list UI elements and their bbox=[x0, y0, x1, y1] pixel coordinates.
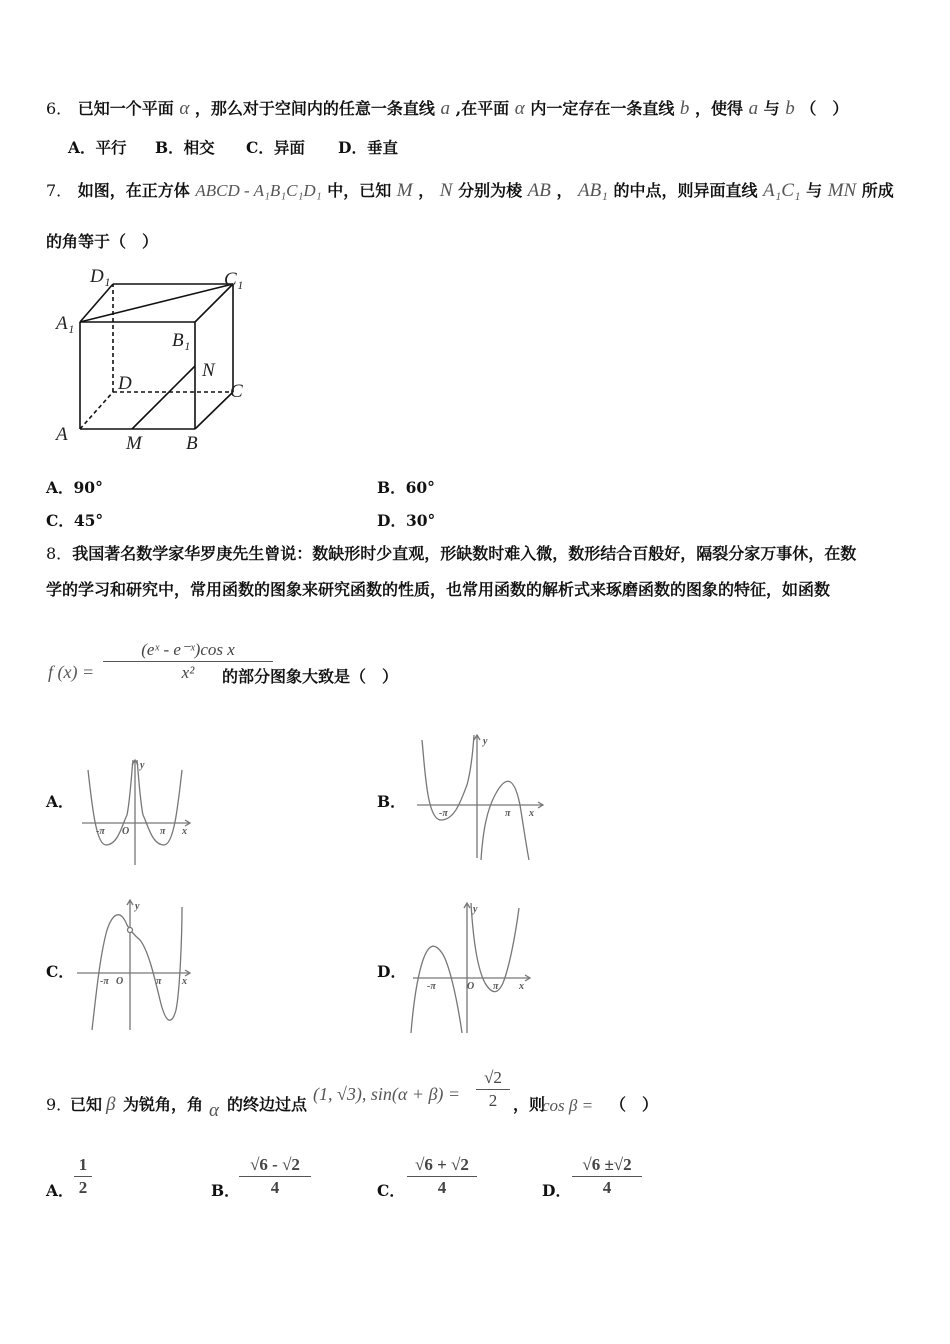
q6-option-d[interactable]: D．垂直 bbox=[338, 138, 398, 157]
q7-text-3: ， bbox=[418, 181, 435, 200]
q6-option-a[interactable]: A．平行 bbox=[68, 138, 127, 157]
q9-option-d-numerator: √6 ±√2 bbox=[582, 1155, 632, 1174]
q9-option-c-numerator: √6 + √2 bbox=[415, 1155, 469, 1174]
label-a1: A₁ bbox=[56, 313, 75, 334]
q9-sin-numerator: √2 bbox=[484, 1068, 502, 1087]
label-c: C bbox=[230, 381, 243, 402]
q7-text-6: 的中点，则异面直线 bbox=[613, 181, 758, 200]
q6-text-7: （ ） bbox=[800, 99, 849, 118]
q9-option-c-denominator: 4 bbox=[437, 1178, 447, 1197]
q9-text-1: 已知 bbox=[70, 1095, 103, 1114]
q9-option-c-fraction bbox=[407, 1155, 477, 1198]
q6-text-6: 与 bbox=[763, 99, 780, 118]
label-pi: π bbox=[156, 976, 162, 987]
q9-number: 9． bbox=[46, 1095, 73, 1114]
q9-sin-fraction bbox=[476, 1068, 510, 1111]
q9-option-b-label: B． bbox=[211, 1181, 240, 1200]
q6-math-a: a bbox=[440, 98, 451, 119]
q6-text-2: ，那么对于空间内的任意一条直线 bbox=[194, 99, 435, 118]
label-neg-pi: -π bbox=[427, 981, 436, 992]
q7-math-ab1: AB₁ bbox=[578, 180, 608, 201]
label-y: y bbox=[473, 904, 478, 915]
q8-formula-tail: 的部分图象大致是（ ） bbox=[222, 667, 399, 686]
q6-math-b: b bbox=[679, 98, 690, 119]
edge-a1-d1 bbox=[80, 284, 113, 322]
segment-m-n bbox=[132, 366, 195, 429]
q9-option-d-bar bbox=[572, 1176, 642, 1177]
q9-line bbox=[46, 1068, 926, 1124]
q8-graph-b[interactable] bbox=[405, 730, 550, 870]
edge-a-d-hidden bbox=[80, 392, 113, 429]
q6-text-1: 已知一个平面 bbox=[77, 99, 174, 118]
label-b: B bbox=[186, 433, 198, 454]
label-b1: B₁ bbox=[172, 330, 191, 351]
label-x: x bbox=[519, 981, 524, 992]
q7-text-7: 与 bbox=[806, 181, 823, 200]
q9-option-a-numerator: 1 bbox=[78, 1155, 88, 1174]
q9-option-c-bar bbox=[407, 1176, 477, 1177]
q7-text-8: 所成 bbox=[861, 181, 894, 200]
q6-math-alpha-2: α bbox=[514, 98, 525, 119]
label-x: x bbox=[529, 808, 534, 819]
q8-formula-bar bbox=[103, 661, 273, 662]
q7-text-2: 中，已知 bbox=[327, 181, 392, 200]
q6-math-a-2: a bbox=[748, 98, 759, 119]
q9-option-c-label: C． bbox=[377, 1181, 405, 1200]
label-n: N bbox=[202, 360, 215, 381]
diag-a1-c1 bbox=[80, 284, 233, 322]
q8-formula-lhs: f (x) = bbox=[48, 662, 95, 682]
label-origin: O bbox=[122, 826, 130, 837]
q7-math-cube: ABCD - A₁B₁C₁D₁ bbox=[195, 181, 322, 200]
label-x: x bbox=[182, 976, 187, 987]
label-c1: C₁ bbox=[224, 269, 244, 290]
q8-graph-a[interactable] bbox=[72, 755, 202, 870]
q7-line-2: 的角等于（ ） bbox=[46, 232, 159, 251]
q8-option-b-label[interactable]: B． bbox=[377, 792, 406, 811]
curve bbox=[92, 907, 182, 1030]
q9-option-a[interactable] bbox=[46, 1155, 126, 1205]
q9-option-d-denominator: 4 bbox=[602, 1178, 612, 1197]
label-m: M bbox=[126, 433, 142, 454]
q8-line-1 bbox=[46, 543, 856, 565]
label-y: y bbox=[140, 760, 145, 771]
q9-option-d[interactable] bbox=[542, 1155, 682, 1205]
q8-graph-c[interactable] bbox=[72, 895, 202, 1035]
q9-option-c[interactable] bbox=[377, 1155, 517, 1205]
q7-option-b[interactable]: B．60° bbox=[377, 478, 435, 497]
curve-right bbox=[481, 781, 529, 860]
q6-number: 6． bbox=[46, 99, 73, 118]
q9-option-d-label: D． bbox=[542, 1181, 571, 1200]
q8-number: 8． bbox=[46, 544, 73, 563]
q9-option-d-fraction bbox=[572, 1155, 642, 1198]
q7-text-1: 如图，在正方体 bbox=[77, 181, 190, 200]
q9-option-a-bar bbox=[74, 1176, 92, 1177]
q7-option-a[interactable]: A．90° bbox=[46, 478, 103, 497]
q9-option-a-fraction bbox=[74, 1155, 92, 1198]
label-x: x bbox=[182, 826, 187, 837]
q8-formula-numerator: (eˣ - e⁻ˣ)cos x bbox=[141, 640, 235, 659]
q9-option-b-bar bbox=[239, 1176, 311, 1177]
label-origin: O bbox=[467, 981, 475, 992]
label-neg-pi: -π bbox=[100, 976, 109, 987]
label-neg-pi: -π bbox=[96, 826, 105, 837]
edge-b-c bbox=[195, 392, 233, 429]
q9-option-b[interactable] bbox=[211, 1155, 351, 1205]
q7-math-mn: MN bbox=[827, 180, 857, 201]
hole-point bbox=[128, 928, 133, 933]
q7-number: 7． bbox=[46, 181, 73, 200]
q6-text-3: ,在平面 bbox=[455, 99, 510, 118]
q8-text-1: 我国著名数学家华罗庚先生曾说：数缺形时少直观，形缺数时难入微，数形结合百般好，隔裂分家万事休，在数 bbox=[72, 544, 857, 563]
q7-option-c[interactable]: C．45° bbox=[46, 511, 104, 530]
q8-graph-d[interactable] bbox=[405, 898, 540, 1038]
q9-option-a-denominator: 2 bbox=[78, 1178, 88, 1197]
label-pi: π bbox=[493, 981, 499, 992]
q9-text-5: （ ） bbox=[610, 1095, 659, 1114]
q6-math-alpha: α bbox=[179, 98, 190, 119]
label-neg-pi: -π bbox=[439, 808, 448, 819]
q7-line-1 bbox=[46, 180, 894, 202]
q8-line-2: 学的学习和研究中，常用函数的图象来研究函数的性质，也常用函数的解析式来琢磨函数的图象的特征，如函数 bbox=[46, 580, 831, 599]
q7-text-5: ， bbox=[556, 181, 573, 200]
q9-math-alpha: α bbox=[209, 1100, 219, 1121]
q8-option-d-label[interactable]: D． bbox=[377, 962, 406, 981]
q6-line bbox=[46, 98, 848, 120]
q9-math-beta: β bbox=[106, 1094, 116, 1115]
curve-left bbox=[411, 946, 462, 1033]
q6-option-b[interactable]: B．相交 bbox=[155, 138, 215, 157]
q7-math-m: M bbox=[396, 180, 413, 201]
label-y: y bbox=[135, 901, 140, 912]
label-pi: π bbox=[160, 826, 166, 837]
q6-text-4: 内一定存在一条直线 bbox=[530, 99, 675, 118]
q6-text-5: ，使得 bbox=[694, 99, 743, 118]
q9-option-b-denominator: 4 bbox=[270, 1178, 280, 1197]
label-pi: π bbox=[505, 808, 511, 819]
label-d1: D₁ bbox=[90, 266, 111, 287]
q9-sin-denominator: 2 bbox=[488, 1091, 498, 1110]
q8-option-c-label[interactable]: C． bbox=[46, 962, 74, 981]
q7-text-4: 分别为棱 bbox=[458, 181, 523, 200]
q9-text-2: 为锐角，角 bbox=[123, 1095, 204, 1114]
q9-text-3: 的终边过点 bbox=[227, 1095, 308, 1114]
label-origin: O bbox=[116, 976, 124, 987]
q9-math-point: (1, √3), sin(α + β) = bbox=[313, 1084, 461, 1104]
q9-sin-bar bbox=[476, 1089, 510, 1090]
label-y: y bbox=[483, 736, 488, 747]
q7-math-n: N bbox=[439, 180, 453, 201]
q9-text-4: ，则 bbox=[513, 1095, 546, 1114]
q7-option-d[interactable]: D．30° bbox=[377, 511, 436, 530]
q9-option-b-numerator: √6 - √2 bbox=[250, 1155, 300, 1174]
q7-math-ab: AB bbox=[527, 180, 551, 201]
q9-math-cos: cos β = bbox=[542, 1096, 594, 1115]
q6-option-c[interactable]: C．异面 bbox=[246, 138, 305, 157]
q8-option-a-label[interactable]: A． bbox=[46, 792, 74, 811]
q7-cube-figure bbox=[50, 262, 260, 457]
q7-math-a1c1: A₁C₁ bbox=[763, 180, 801, 201]
curve-left bbox=[422, 735, 474, 820]
q6-math-b-2: b bbox=[785, 98, 795, 119]
label-d: D bbox=[118, 373, 132, 394]
q8-formula-denominator: x² bbox=[181, 663, 195, 682]
label-a: A bbox=[56, 424, 68, 445]
q9-option-b-fraction bbox=[239, 1155, 311, 1198]
q8-formula bbox=[48, 640, 428, 700]
q9-option-a-label: A． bbox=[46, 1181, 74, 1200]
